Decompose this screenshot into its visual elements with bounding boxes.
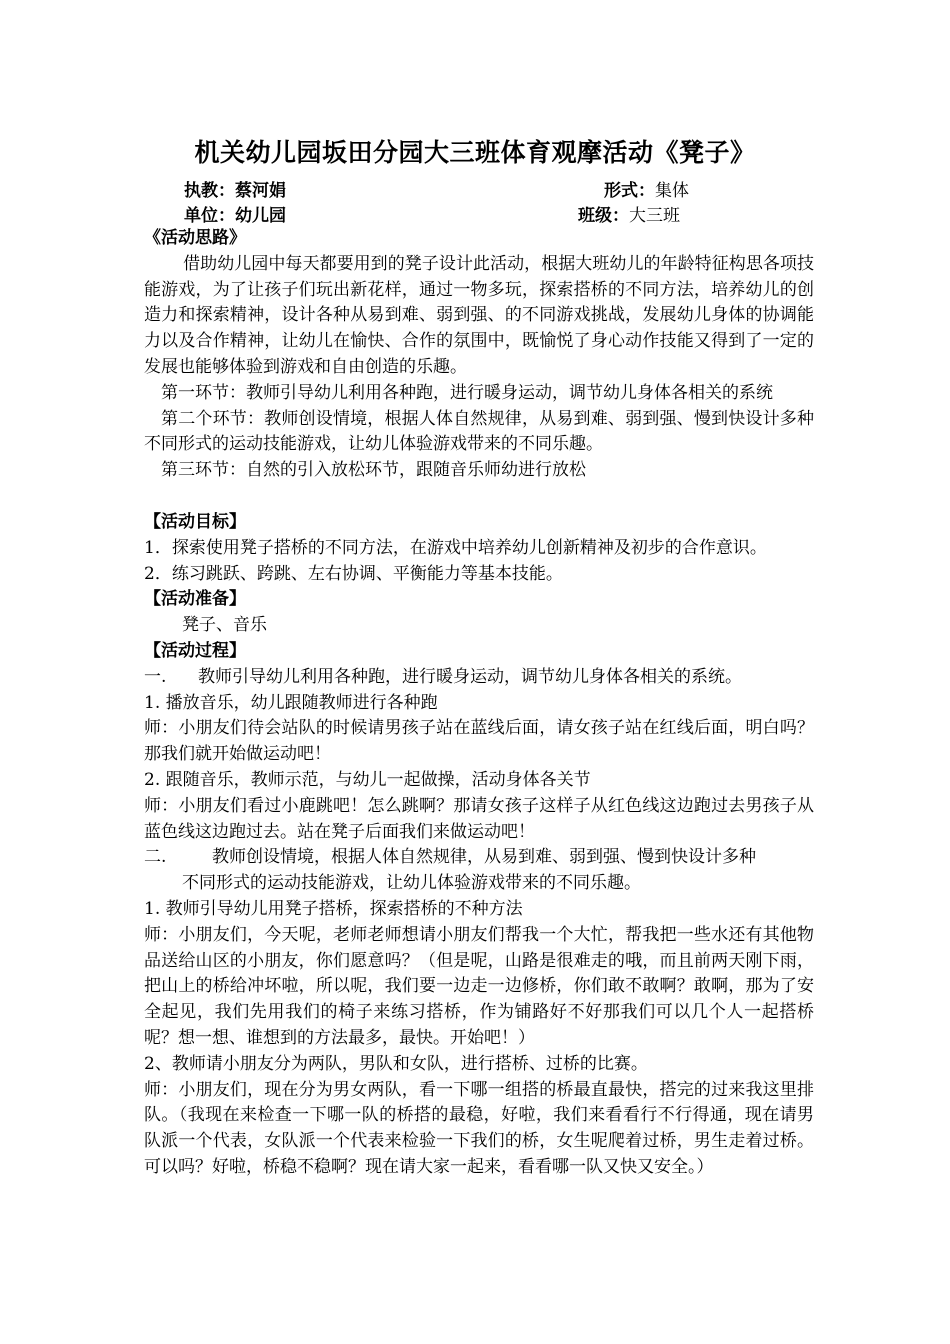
- process-step-1-1: 1. 播放音乐，幼儿跟随教师进行各种跑: [144, 692, 438, 713]
- prep-text: 凳子、音乐: [182, 615, 267, 636]
- process-step-1-text: 教师引导幼儿利用各种跑，进行暖身运动，调节幼儿身体各相关的系统。: [198, 666, 742, 687]
- document-body: [144, 226, 814, 1181]
- process-step-2-1: 1. 教师引导幼儿用凳子搭桥，探索搭桥的不种方法: [144, 898, 523, 919]
- goal-item-1: 1．探索使用凳子搭桥的不同方法，在游戏中培养幼儿创新精神及初步的合作意识。: [144, 537, 767, 558]
- class-label: 班级：: [578, 206, 629, 226]
- teacher-line: [184, 176, 286, 201]
- class-value: 大三班: [629, 206, 680, 226]
- process-heading: 【活动过程】: [144, 640, 246, 661]
- idea-step-1: 第一环节：教师引导幼儿利用各种跑，进行暖身运动，调节幼儿身体各相关的系统: [161, 382, 773, 403]
- form-line: [604, 176, 689, 201]
- process-step-2-number: 二.: [144, 847, 167, 868]
- process-step-1-2-dialogue: 师：小朋友们看过小鹿跳吧！怎么跳啊？那请女孩子这样子从红色线这边跑过去男孩子从蓝色线这边跑过去。站在凳子后面我们来做运动吧！: [144, 795, 814, 842]
- form-label: 形式：: [604, 181, 655, 201]
- unit-line: [184, 201, 286, 226]
- process-step-1: [144, 665, 814, 691]
- process-step-1-number: 一.: [144, 666, 167, 687]
- teacher-label: 执教：: [184, 181, 235, 201]
- process-step-2-continued: 不同形式的运动技能游戏，让幼儿体验游戏带来的不同乐趣。: [182, 873, 641, 894]
- goal-item-2: 2．练习跳跃、跨跳、左右协调、平衡能力等基本技能。: [144, 563, 563, 584]
- process-step-2-2: 2、教师请小朋友分为两队，男队和女队，进行搭桥、过桥的比赛。: [144, 1053, 648, 1074]
- unit-value: 幼儿园: [235, 206, 286, 226]
- idea-step-2: 第二个环节：教师创设情境，根据人体自然规律，从易到难、弱到强、慢到快设计多种不同形式的运动技能游戏，让幼儿体验游戏带来的不同乐趣。: [144, 408, 814, 455]
- idea-step-3: 第三环节：自然的引入放松环节，跟随音乐师幼进行放松: [161, 460, 586, 481]
- class-line: [578, 201, 680, 226]
- process-step-2: [144, 845, 814, 871]
- spacer: [144, 484, 814, 510]
- goal-heading: 【活动目标】: [144, 511, 246, 532]
- form-value: 集体: [655, 181, 689, 201]
- prep-heading: 【活动准备】: [144, 589, 246, 610]
- unit-label: 单位：: [184, 206, 235, 226]
- process-step-2-text-a: 教师创设情境，根据人体自然规律，从易到难、弱到强、慢到快设计多种: [212, 847, 756, 868]
- teacher-value: 蔡河娟: [235, 181, 286, 201]
- idea-heading: 《活动思路》: [144, 228, 246, 248]
- document-title: 机关幼儿园坂田分园大三班体育观摩活动《凳子》: [194, 138, 756, 167]
- process-step-2-2-dialogue: 师：小朋友们，现在分为男女两队，看一下哪一组搭的桥最直最快，搭完的过来我这里排队。（我现在来检查一下哪一队的桥搭的最稳，好啦，我们来看看行不行得通，现在请男队派一个代表，女队派一个代表来检验一下我们的桥，女生呢爬着过桥，男生走着过桥。可以吗？好啦，桥稳不稳啊？现在请大家一起来，看看哪一队又快又安全。）: [144, 1079, 814, 1177]
- idea-paragraph: 借助幼儿园中每天都要用到的凳子设计此活动，根据大班幼儿的年龄特征构思各项技能游戏，为了让孩子们玩出新花样，通过一物多玩，探索搭桥的不同方法，培养幼儿的创造力和探索精神，设计各种从易到难、弱到强、的不同游戏挑战，发展幼儿身体的协调能力以及合作精神，让幼儿在愉快、合作的氛围中，既愉悦了身心动作技能又得到了一定的发展也能够体验到游戏和自由创造的乐趣。: [144, 253, 814, 377]
- process-step-1-1-dialogue: 师：小朋友们待会站队的时候请男孩子站在蓝线后面，请女孩子站在红线后面，明白吗？那我们就开始做运动吧！: [144, 718, 814, 765]
- process-step-1-2: 2. 跟随音乐，教师示范，与幼儿一起做操，活动身体各关节: [144, 769, 591, 790]
- process-step-2-1-dialogue: 师：小朋友们，今天呢，老师老师想请小朋友们帮我一个大忙，帮我把一些水还有其他物品送给山区的小朋友，你们愿意吗？（但是呢，山路是很难走的哦，而且前两天刚下雨，把山上的桥给冲坏啦，所以呢，我们要一边走一边修桥，你们敢不敢啊？敢啊，那为了安全起见，我们先用我们的椅子来练习搭桥，作为铺路好不好那我们可以几个人一起搭桥呢？想一想、谁想到的方法最多，最快。开始吧！）: [144, 924, 814, 1048]
